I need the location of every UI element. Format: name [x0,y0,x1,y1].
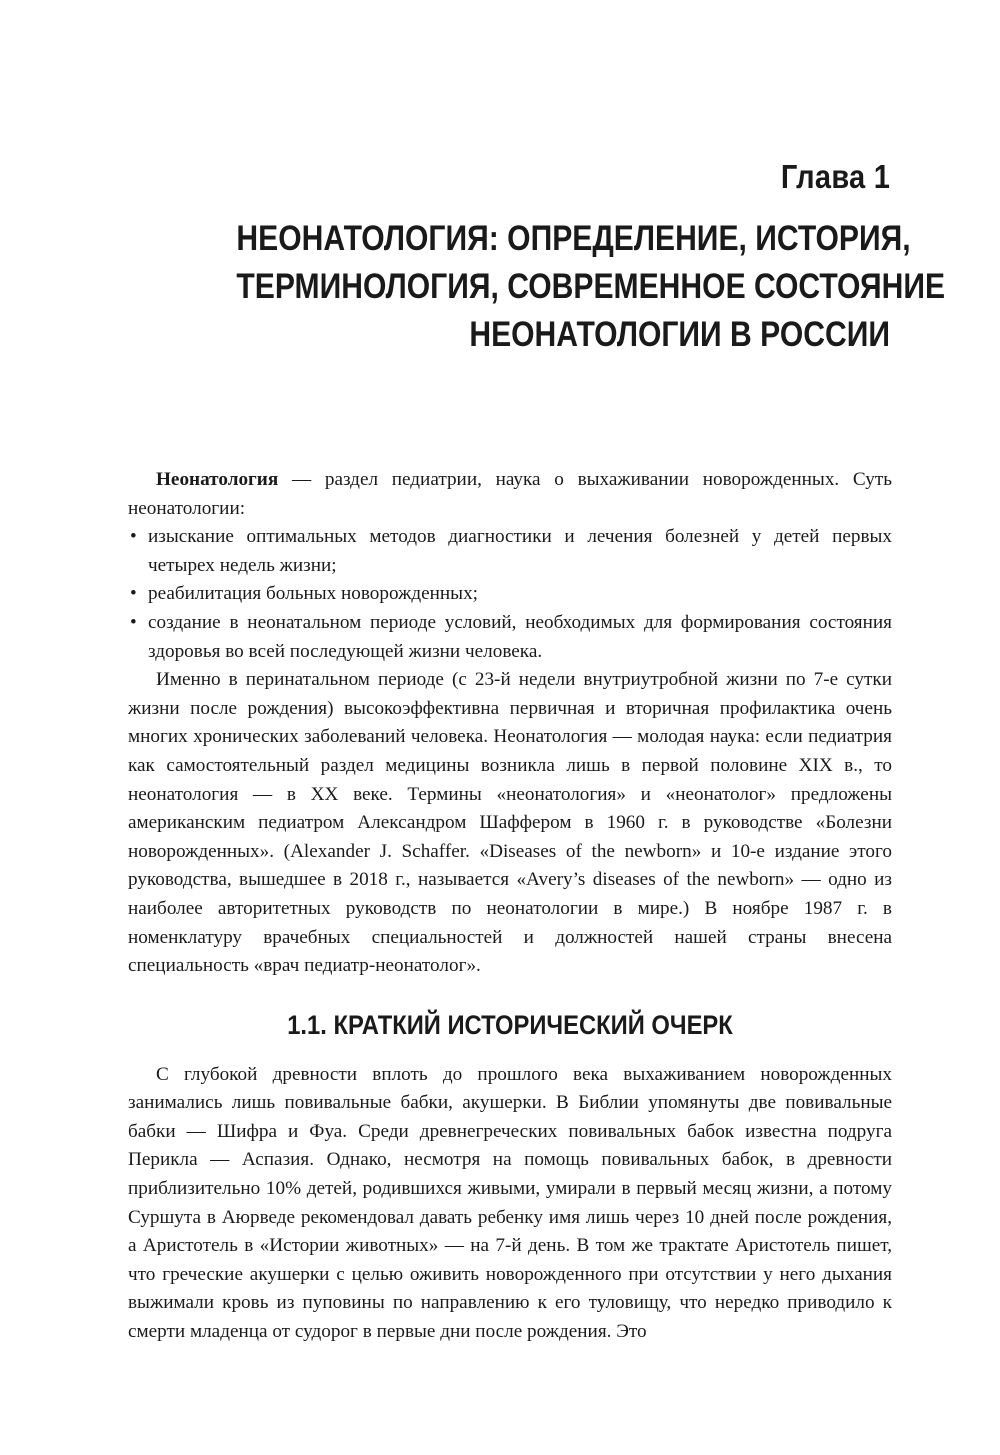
definition-text: — раздел педиатрии, наука о выхаживании новорожденных. Суть неонатологии: [128,469,892,519]
intro-paragraph: Именно в перинатальном периоде (с 23-й недели внутриутробной жизни по 7-е сутки жизни после рождения) высокоэффективна первичная и вторичная профилактика очень многих хронических заболеваний человека. Неонатология — молодая наука: если педиатрия как самостоятельный раздел медицины возникла лишь в первой половине XIX в., то неонатология — в XX веке. Термины «неонатология» и «неонатолог» предложены американским педиатром Александром Шаффером в 1960 г. в руководстве «Болезни новорожденных». (Alexander J. Schaffer. «Diseases of the newborn» и 10-е издание этого руководства, вышедшее в 2018 г., называется «Avery’s diseases of the newborn» — одно из наиболее авторитетных руководств по неонатологии в мире.) В ноябре 1987 г. в номенклатуру врачебных специальностей и должностей нашей страны внесена специальность «врач педиатр-неонатолог». [128,669,892,977]
list-item: • реабилитация больных новорожденных; [128,580,892,609]
list-item: • изыскание оптимальных методов диагностики и лечения болезней у детей первых четырех недель жизни; [128,523,892,580]
chapter-title [236,215,946,359]
chapter-title-line: НЕОНАТОЛОГИИ В РОССИИ [469,315,890,354]
section-heading: 1.1. КРАТКИЙ ИСТОРИЧЕСКИЙ ОЧЕРК [287,1009,733,1040]
list-item: • создание в неонатальном периоде условий, необходимых для формирования состояния здоровья во всей последующей жизни человека. [128,609,892,666]
chapter-label: Глава 1 [780,158,890,195]
chapter-title-line: НЕОНАТОЛОГИЯ: ОПРЕДЕЛЕНИЕ, ИСТОРИЯ, [236,219,911,258]
intro-definition [128,466,892,523]
body-text [128,466,892,1347]
defined-term: Неонатология [156,469,279,490]
aims-list [128,523,892,666]
section-paragraph: С глубокой древности вплоть до прошлого века выхаживанием новорожденных занимались лишь повивальные бабки, акушерки. В Библии упомянуты две повивальные бабки — Шифра и Фуа. Среди древнегреческих повивальных бабок известна подруга Перикла — Аспазия. Однако, несмотря на помощь повивальных бабок, в древности приблизительно 10% детей, родившихся живыми, умирали в первый месяц жизни, а потому Суршута в Аюрведе рекомендовал давать ребенку имя лишь через 10 дней после рождения, а Аристотель в «Истории животных» — на 7-й день. В том же трактате Аристотель пишет, что греческие акушерки с целью оживить новорожденного при отсутствии у него дыхания выжимали кровь из пуповины по направлению к его туловищу, что нередко приводило к смерти младенца от судорог в первые дни после рождения. Это [128,1063,892,1343]
chapter-title-line: ТЕРМИНОЛОГИЯ, СОВРЕМЕННОЕ СОСТОЯНИЕ [236,267,946,306]
